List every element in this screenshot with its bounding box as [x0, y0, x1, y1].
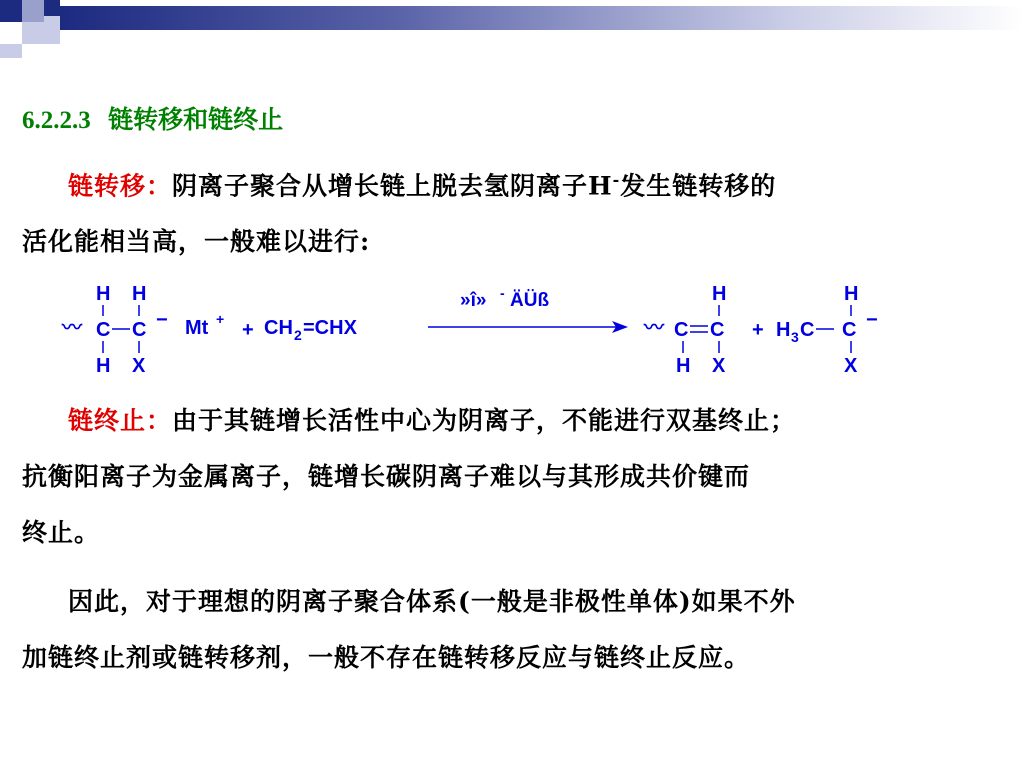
paragraph-line: [22, 574, 1012, 630]
paragraph-line: 活化能相当高，一般难以进行:: [22, 227, 371, 257]
negative-charge: −: [156, 309, 168, 331]
deco-square: [0, 0, 22, 22]
deco-square: [44, 0, 60, 16]
atom-c: C: [710, 319, 725, 341]
atom-h: H: [96, 355, 111, 377]
deco-square: [22, 0, 44, 22]
negative-charge: −: [866, 309, 878, 331]
paragraph-line: [22, 393, 1012, 449]
deco-square: [0, 22, 22, 44]
wavy-bond: 〰: [644, 317, 664, 339]
paragraph-line: 加链终止剂或链转移剂，一般不存在链转移反应与链终止反应。: [22, 643, 751, 672]
atom-c: C: [132, 319, 147, 341]
monomer: CH: [264, 317, 293, 339]
atom-h: H: [132, 283, 147, 305]
arrow-label: »î»: [460, 290, 487, 311]
deco-square: [0, 44, 22, 58]
counterion-charge: +: [216, 311, 225, 327]
methyl-h: H: [776, 319, 791, 341]
chain-transfer-term: 链转移：: [68, 171, 173, 201]
atom-h: H: [676, 355, 691, 377]
counterion: Mt: [185, 317, 209, 339]
atom-c: C: [96, 319, 111, 341]
plus-sign: +: [752, 319, 764, 341]
atom-c: C: [674, 319, 689, 341]
header-gradient-bar: [60, 6, 1024, 30]
atom-h: H: [96, 283, 111, 305]
deco-square: [44, 16, 60, 44]
wavy-bond: 〰: [62, 317, 82, 339]
section-title: 链转移和链终止: [108, 105, 284, 134]
paragraph-text: 由于其链增长活性中心为阴离子，不能进行双基终止；: [172, 406, 797, 435]
atom-c: C: [842, 319, 857, 341]
section-heading: [22, 100, 283, 136]
superscript-charge: -: [612, 170, 621, 189]
paragraph-text: 因此，对于理想的阴离子聚合体系(一般是非极性单体)如果不外: [68, 587, 796, 616]
reaction-scheme: [60, 278, 900, 383]
subscript: 2: [294, 327, 302, 343]
monomer-tail: =CHX: [303, 317, 357, 339]
subscript: 3: [791, 329, 799, 345]
atom-x: X: [712, 355, 726, 377]
reaction-arrow: [428, 321, 628, 333]
plus-sign: +: [242, 319, 254, 341]
deco-square: [22, 22, 44, 44]
conclusion-paragraph: [22, 574, 1012, 686]
paragraph-line: 终止。: [22, 518, 101, 547]
atom-h: H: [844, 283, 859, 305]
arrow-label-tail: ÄÜß: [510, 290, 550, 311]
chain-termination-term: 链终止：: [68, 406, 173, 435]
paragraph-text: 发生链转移的: [620, 171, 777, 201]
chain-termination-paragraph: [22, 393, 1012, 561]
methyl-c: C: [800, 319, 815, 341]
paragraph-text: 阴离子聚合从增长链上脱去氢阴离子H: [172, 171, 613, 201]
arrow-label-charge: -: [500, 285, 505, 301]
section-number: 6.2.2.3: [22, 107, 91, 134]
paragraph-line: 抗衡阳离子为金属离子，链增长碳阴离子难以与其形成共价键而: [22, 462, 751, 491]
atom-x: X: [844, 355, 858, 377]
atom-h: H: [712, 283, 727, 305]
paragraph-line: [22, 152, 1012, 214]
chain-transfer-paragraph: [22, 152, 1012, 270]
atom-x: X: [132, 355, 146, 377]
